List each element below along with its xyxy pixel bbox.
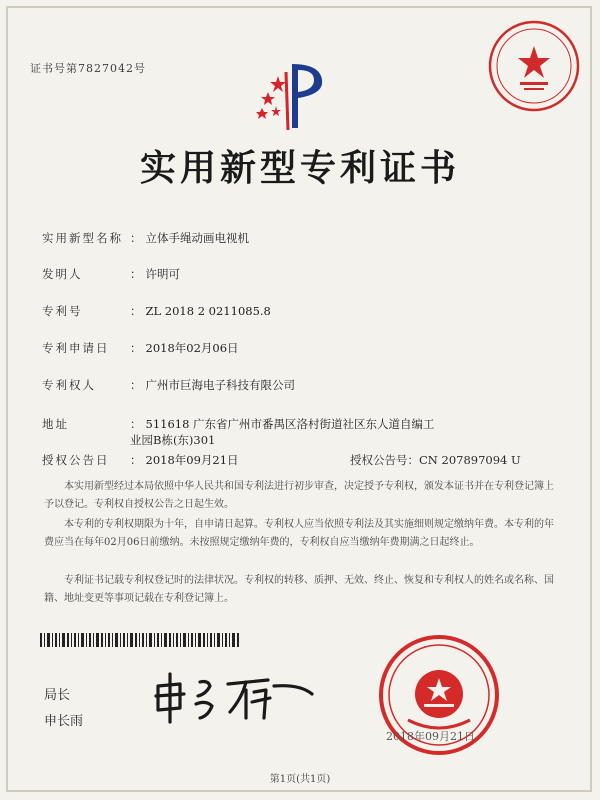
field-label: 授权公告号 xyxy=(350,453,408,467)
certificate-number: 证书号第7827042号 xyxy=(30,62,146,75)
field-value: ZL 2018 2 0211085.8 xyxy=(145,304,271,318)
field-label: 发明人 xyxy=(42,267,83,281)
field-label: 地址 xyxy=(42,417,69,431)
field-grant-date: 授权公告日 ： 2018年09月21日 xyxy=(42,453,239,467)
field-label: 专利申请日 xyxy=(42,341,110,355)
field-value: 许明可 xyxy=(145,267,180,281)
address-line-2: 业园B栋(东)301 xyxy=(130,433,216,447)
field-label: 专利号 xyxy=(42,304,83,318)
field-patent-no: 专利号 ： ZL 2018 2 0211085.8 xyxy=(42,304,271,318)
field-name: 实用新型名称 ： 立体手绳动画电视机 xyxy=(42,231,249,245)
barcode-icon xyxy=(40,632,240,651)
field-value: 立体手绳动画电视机 xyxy=(145,231,249,245)
field-value: 2018年02月06日 xyxy=(145,341,239,355)
field-auth-no: 授权公告号：CN 207897094 U xyxy=(350,453,521,467)
paragraph-1: 本实用新型经过本局依照中华人民共和国专利法进行初步审查，决定授予专利权，颁发本证书并在专利登记簿上予以登记。专利权自授权公告之日起生效。 xyxy=(44,481,554,510)
paragraph-2: 本专利的专利权期限为十年，自申请日起算。专利权人应当依照专利法及其实施细则规定缴纳年费。本专利的年费应当在每年02月06日前缴纳。未按照规定缴纳年费的，专利权自应当缴纳年费期满之日起终止。 xyxy=(44,519,554,548)
paragraph-3: 专利证书记载专利权登记时的法律状况。专利权的转移、质押、无效、终止、恢复和专利权人的姓名或名称、国籍、地址变更等事项记载在专利登记簿上。 xyxy=(44,575,554,604)
field-patentee: 专利权人 ： 广州市巨海电子科技有限公司 xyxy=(42,378,295,392)
field-inventor: 发明人 ： 许明可 xyxy=(42,267,180,281)
date-stamp: 2018年09月21日 xyxy=(386,730,475,743)
field-value: CN 207897094 U xyxy=(419,453,521,467)
sipo-logo-icon xyxy=(248,58,338,142)
signer-name: 申长雨 xyxy=(44,714,84,729)
field-value: 广州市巨海电子科技有限公司 xyxy=(145,378,295,392)
signature-icon xyxy=(150,668,320,732)
page-number: 第1页(共1页) xyxy=(269,774,331,785)
field-address: 地址 ： 511618 广东省广州市番禺区洛村街道社区东人道自编工 xyxy=(42,417,435,431)
signer-title: 局长 xyxy=(44,688,71,703)
field-label: 授权公告日 xyxy=(42,453,110,467)
red-seal-icon xyxy=(484,16,584,120)
field-value: 2018年09月21日 xyxy=(145,453,239,467)
field-label: 专利权人 xyxy=(42,378,96,392)
field-app-date: 专利申请日 ： 2018年02月06日 xyxy=(42,341,239,355)
field-label: 实用新型名称 xyxy=(42,231,123,245)
field-value: 511618 广东省广州市番禺区洛村街道社区东人道自编工 xyxy=(145,417,435,431)
page-title: 实用新型专利证书 xyxy=(139,147,460,189)
